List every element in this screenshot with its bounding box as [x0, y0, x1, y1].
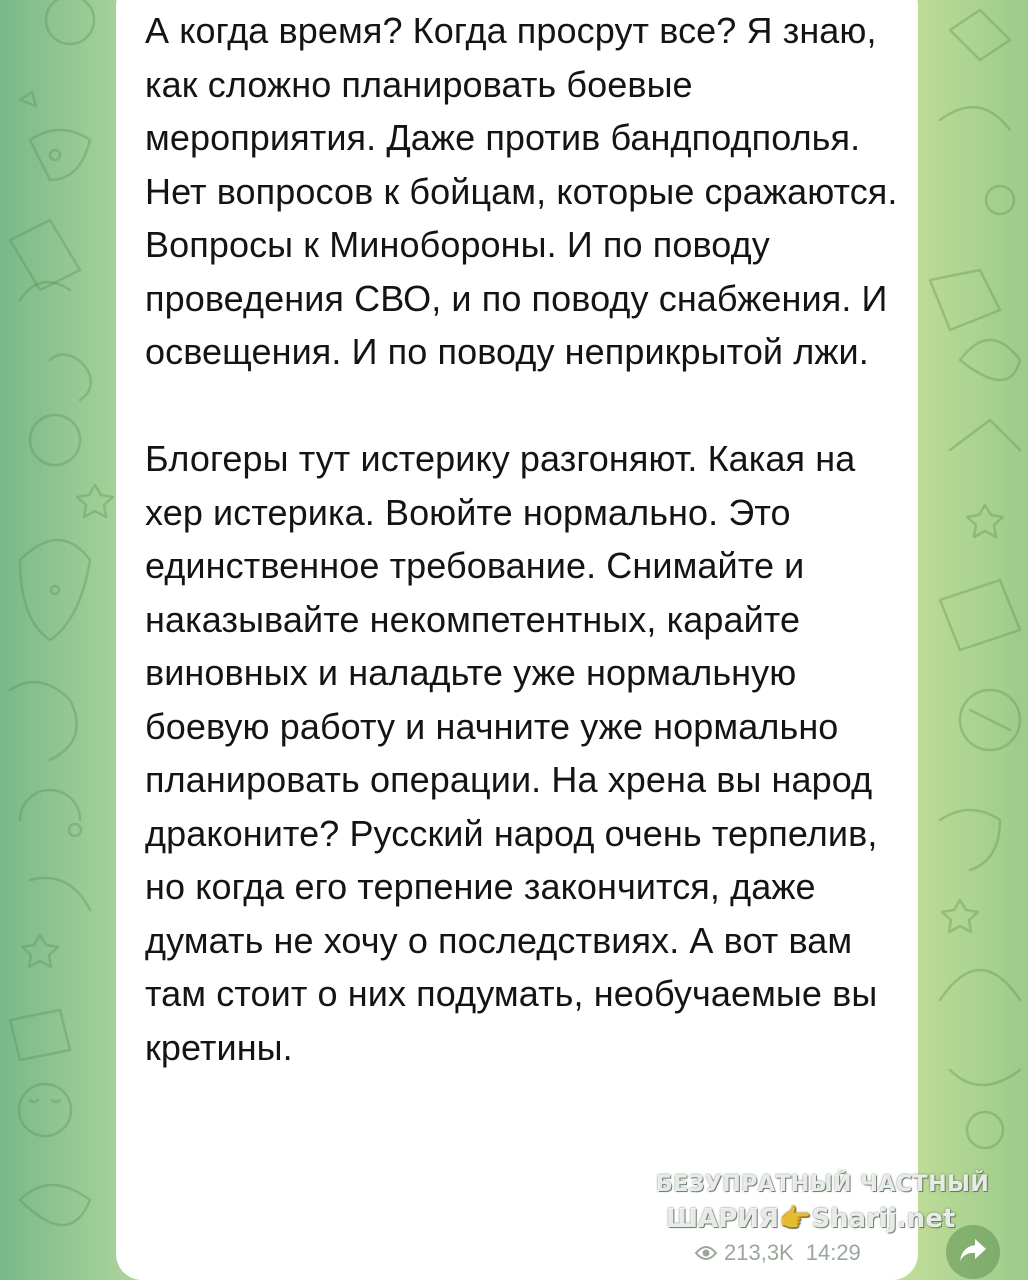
watermark-line1: БЕЗУПРАТНЫЙ ЧАСТНЫЙ — [656, 1172, 990, 1197]
message-paragraph: Блогеры тут истерику разгоняют. Какая на хер истерика. Воюйте нормально. Это единственное требование. Снимайте и наказывайте некомпетентных, карайте виновных и наладьте уже нормальную боевую работу и начните уже нормально планировать операции. На хрена вы народ драконите? Русский народ очень терпелив, но когда его терпение закончится, даже думать не хочу о последствиях. А вот вам там стоит о них подумать, необучаемые вы кретины. — [145, 438, 878, 1068]
message-text — [145, 4, 905, 1074]
eye-icon — [694, 1241, 718, 1265]
paragraph-spacer — [145, 379, 905, 433]
message-meta — [694, 1238, 861, 1268]
watermark-line2: ШАРИЯ👉Sharij.net — [666, 1204, 956, 1234]
message-time: 14:29 — [805, 1240, 861, 1265]
views-count: 213,3K — [724, 1240, 794, 1265]
share-button[interactable] — [946, 1225, 1000, 1279]
message-paragraph: А когда время? Когда просрут все? Я знаю, как сложно планировать боевые мероприятия. Даже против бандподполья. Нет вопросов к бойцам, которые сражаются. Вопросы к Минобороны. И по поводу проведения СВО, и по поводу снабжения. И освещения. И по поводу неприкрытой лжи. — [145, 10, 898, 372]
share-arrow-icon — [958, 1236, 988, 1269]
